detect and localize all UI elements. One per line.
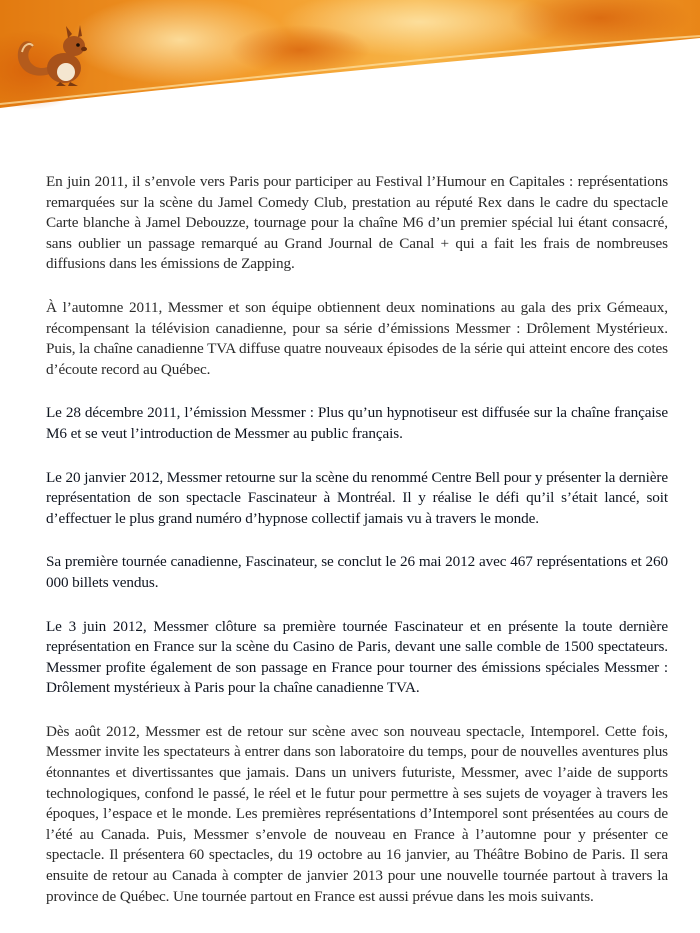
- header-banner: [0, 0, 700, 110]
- paragraph: En juin 2011, il s’envole vers Paris pour participer au Festival l’Humour en Capitales : représentations remarquées sur la scène du Jamel Comedy Club, prestation au réputé Rex dans le cadre du spectacle Carte blanche à Jamel Debouzze, tournage pour la chaîne M6 d’un premier spécial lui étant consacré, sans oublier un passage remarqué au Grand Journal de Canal + qui a fait les frais de nombreuses diffusions dans les émissions de Zapping.: [46, 173, 668, 273]
- paragraph: Sa première tournée canadienne, Fascinateur, se conclut le 26 mai 2012 avec 467 représentations et 260 000 billets vendus.: [46, 553, 668, 591]
- paragraph: Dès août 2012, Messmer est de retour sur scène avec son nouveau spectacle, Intemporel. Cette fois, Messmer invite les spectateurs à entrer dans son laboratoire du temps, pour de nouvelles aventures plus étonnantes et divertissantes que jamais. Dans un univers futuriste, Messmer, avec l’aide de supports technologiques, confond le passé, le réel et le futur pour permettre à ses sujets de voyager à travers les époques, l’espace et le monde. Les premières représentations d’Intemporel sont présentées au cours de l’été au Canada. Puis, Messmer s’envole de nouveau en France à l’automne pour y présenter ce spectacle. Il présentera 60 spectacles, du 19 octobre au 16 janvier, au Théâtre Bobino de Paris. Il sera ensuite de retour au Canada à compter de janvier 2013 pour une nouvelle tournée partout à travers la province de Québec. Une tournée partout en France est aussi prévue dans les mois suivants.: [46, 722, 668, 905]
- squirrel-icon: [12, 12, 102, 92]
- biography-text: [46, 172, 668, 930]
- paragraph: Le 20 janvier 2012, Messmer retourne sur la scène du renommé Centre Bell pour y présenter la dernière représentation de son spectacle Fascinateur à Montréal. Il y réalise le défi qu’il s’était lancé, soit d’effectuer le plus grand numéro d’hypnose collectif jamais vu à travers le monde.: [46, 468, 668, 527]
- paragraph: Le 3 juin 2012, Messmer clôture sa première tournée Fascinateur et en présente la toute dernière représentation en France sur la scène du Casino de Paris, devant une salle comble de 1500 spectateurs. Messmer profite également de son passage en France pour tourner des émissions spéciales Messmer : Drôlement mystérieux à Paris pour la chaîne canadienne TVA.: [46, 617, 668, 697]
- banner-background: [0, 0, 700, 110]
- paragraph: À l’automne 2011, Messmer et son équipe obtiennent deux nominations au gala des prix Gémeaux, récompensant la télévision canadienne, pour sa série d’émissions Messmer : Drôlement Mystérieux. Puis, la chaîne canadienne TVA diffuse quatre nouveaux épisodes de la série qui atteint encore des cotes d’écoute record au Québec.: [46, 298, 668, 378]
- paragraph: Le 28 décembre 2011, l’émission Messmer : Plus qu’un hypnotiseur est diffusée sur la chaîne française M6 et se veut l’introduction de Messmer au public français.: [46, 404, 668, 442]
